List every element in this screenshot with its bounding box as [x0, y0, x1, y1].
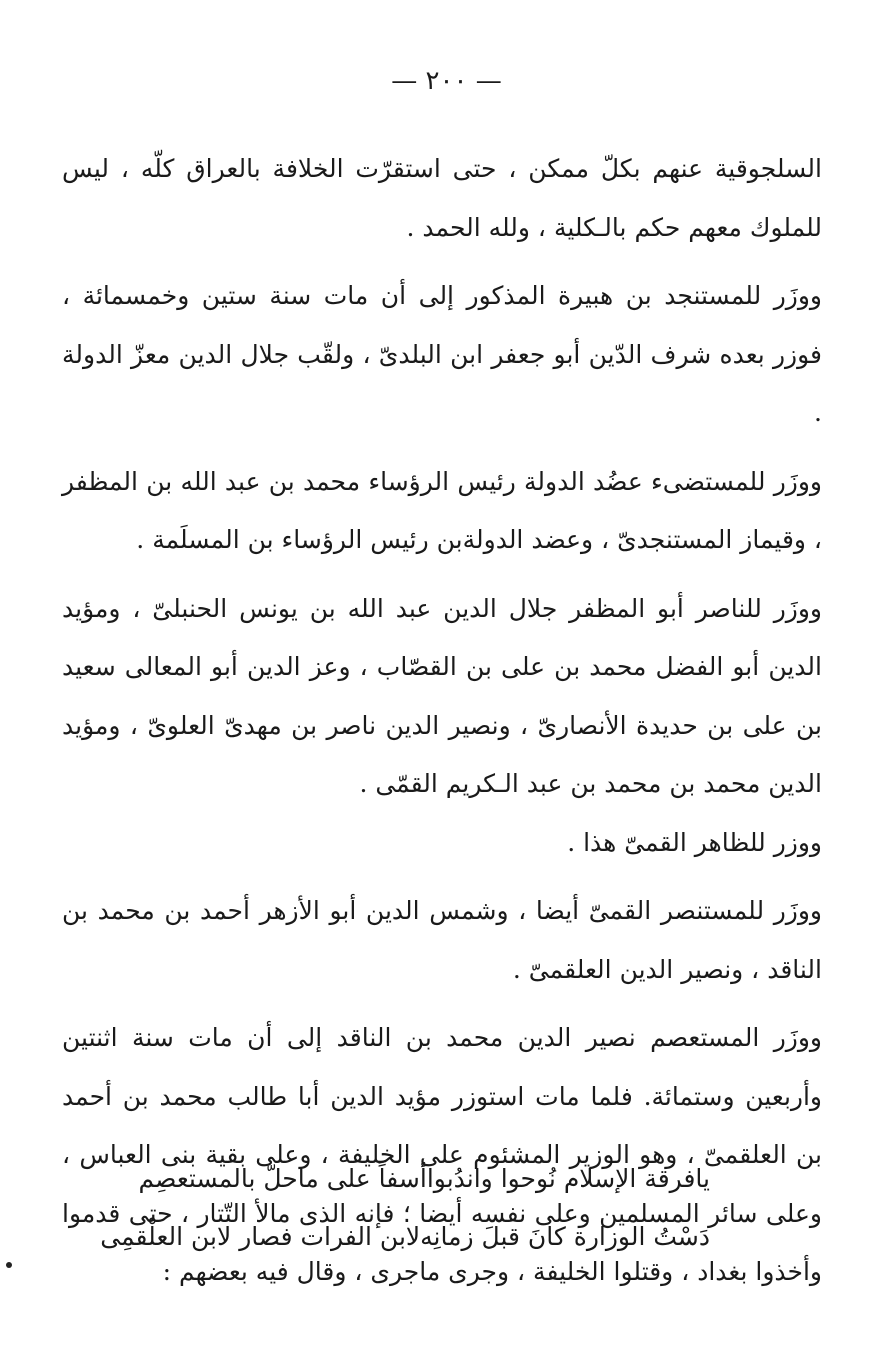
- verse-second-half: لابن الفرات فصار لابن العلْقمِى: [100, 1222, 421, 1251]
- paragraph: ووزَر المستعصم نصير الدين محمد بن الناقد إلى أن مات سنة اثنتين وأربعين وستمائة. فلما مات استوزر مؤيد الدين أبا طالب محمد بن أحمد بن العلقمىّ ، وهو الوزير المشئوم على الخليفة ، وعلى بقية بنى العباس ، وعلى سائر المسلمين وعلى نفسه أيضا ؛ فإنه الذى مالأ التّتار ، حتى قدموا وأخذوا بغداد ، وقتلوا الخليفة ، وجرى ماجرى ، وقال فيه بعضهم :: [62, 1023, 822, 1286]
- verse-first-half: دَسْتُ الوزارة كانَ قبلَ زمانِه: [420, 1222, 710, 1251]
- text-body: [62, 140, 822, 1302]
- verse-second-half: أسفاً على ماحلّ بالمستعصِم: [138, 1164, 427, 1193]
- margin-dot: [6, 1262, 12, 1268]
- verse-first-half: يافرقة الإسلام نُوحوا واندُبوا: [426, 1164, 710, 1193]
- paragraph: السلجوقية عنهم بكلّ ممكن ، حتى استقرّت الخلافة بالعراق كلّه ، ليس للملوك معهم حكم بالـكلية ، ولله الحمد .: [62, 154, 822, 242]
- verse: [140, 1150, 710, 1208]
- paragraph: ووزر للظاهر القمىّ هذا .: [567, 827, 822, 857]
- paragraph: ووزَر للناصر أبو المظفر جلال الدين عبد الله بن يونس الحنبلىّ ، ومؤيد الدين أبو الفضل محمد بن على بن القصّاب ، وعز الدين أبو المعالى سعيد بن على بن حديدة الأنصارىّ ، ونصير الدين ناصر بن مهدىّ العلوىّ ، ومؤيد الدين محمد بن محمد بن عبد الـكريم القمّى .: [62, 593, 822, 798]
- page-number: — ٢٠٠ —: [391, 66, 502, 96]
- paragraph: ووزَر للمستنصر القمىّ أيضا ، وشمس الدين أبو الأزهر أحمد بن محمد بن الناقد ، ونصير الدين العلقمىّ .: [62, 896, 822, 984]
- paragraph: ووزَر للمستنجد بن هبيرة المذكور إلى أن مات سنة ستين وخمسمائة ، فوزر بعده شرف الدّين أبو جعفر ابن البلدىّ ، ولقّب جلال الدين معزّ الدولة .: [62, 281, 822, 427]
- verse: [100, 1208, 710, 1266]
- paragraph: ووزَر للمستضىء عضُد الدولة رئيس الرؤساء محمد بن عبد الله بن المظفر ، وقيماز المستنجدىّ ، وعضد الدولةبن رئيس الرؤساء بن المسلَمة .: [62, 466, 822, 554]
- poem: [100, 1150, 710, 1266]
